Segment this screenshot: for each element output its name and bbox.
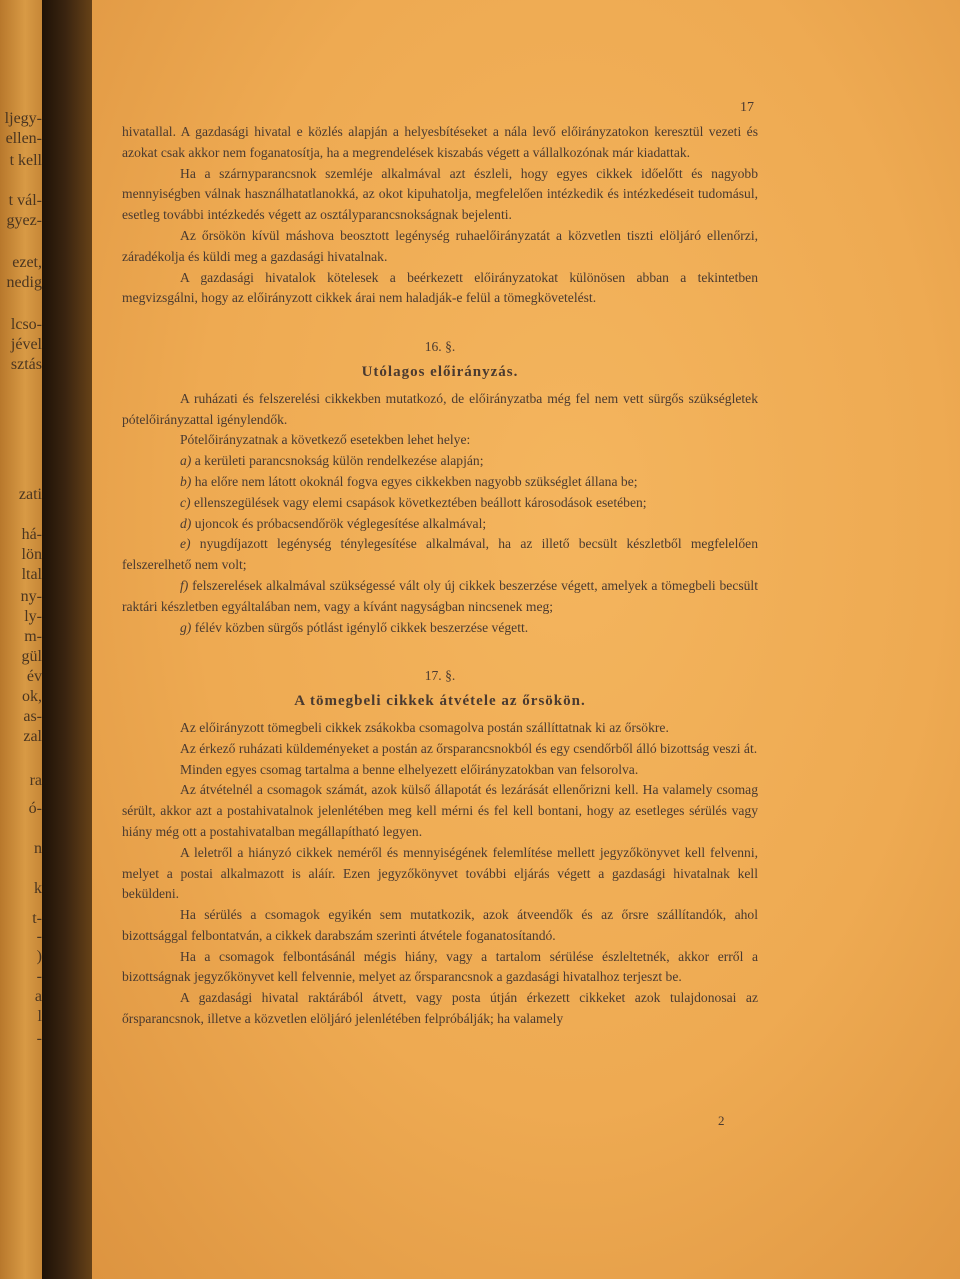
- section-number: 17. §.: [424, 668, 456, 684]
- margin-fragment: há-: [21, 526, 42, 543]
- margin-fragment: ra: [29, 772, 42, 789]
- section-heading: A tömegbeli cikkek átvétele az őrsökön.: [294, 693, 586, 710]
- list-item: [122, 534, 758, 576]
- margin-fragment: t kell: [9, 152, 42, 169]
- page-body: [122, 122, 758, 1030]
- list-item-text: ha előre nem látott okoknál fogva egyes cikkekben nagyobb szükséglet állana be;: [194, 473, 638, 489]
- list-item-text: ellenszegülések vagy elemi csapások következtében beállott károsodások esetében;: [193, 494, 647, 510]
- margin-fragment: ó-: [28, 800, 42, 817]
- margin-fragment: lön: [21, 546, 42, 563]
- margin-fragment: k: [34, 880, 42, 897]
- list-item-label: c): [180, 494, 191, 510]
- list-item: [122, 514, 758, 535]
- margin-fragment: nedig: [6, 274, 42, 291]
- margin-fragment: gyez-: [6, 212, 42, 229]
- list-item: [122, 618, 758, 639]
- margin-fragment: ): [36, 948, 42, 965]
- spacer: [122, 309, 758, 331]
- paragraph: A leletről a hiányzó cikkek neméről és mennyiségének felemlítése mellett jegyzőkönyvet kell felvenni, melyet a postai alkalmazott is aláír. Ezen jegyzőkönyvet további eljárás végett a gazdasági hivatalnak kell beküldeni.: [122, 844, 758, 902]
- list-item-label: d): [180, 515, 192, 531]
- margin-fragment: -: [36, 928, 42, 945]
- margin-fragment: l: [37, 1008, 42, 1025]
- paragraph: Az őrsökön kívül máshova beosztott legénység ruhaelőirányzatát a közvetlen tiszti elöljáró ellenőrzi, záradékolja és küldi meg a gazdasági hivatalnak.: [122, 227, 758, 264]
- list-item-label: f): [180, 577, 189, 593]
- margin-fragment: ny-: [20, 588, 42, 605]
- list-item-text: félév közben sürgős pótlást igénylő cikkek beszerzése végett.: [194, 619, 529, 635]
- margin-fragment: m-: [24, 628, 42, 645]
- list-item-text: felszerelések alkalmával szükségessé vált oly új cikkek beszerzése végett, amelyek a tömegbeli becsült raktári készletben egyáltalában nem, vagy a kívánt nagyságban nincsenek meg;: [122, 577, 758, 614]
- paragraph: A gazdasági hivatalok kötelesek a beérkezett előirányzatokat különösen abban a tekintetben megvizsgálni, hogy az előirányzott cikkek árai nem haladják-e felül a tömegkövetelést.: [122, 269, 758, 306]
- margin-fragment: ok,: [22, 688, 42, 705]
- paragraph: A gazdasági hivatal raktárából átvett, vagy posta útján érkezett cikkeket azok tulajdonosai az őrsparancsnok, illetve a közvetlen elöljáró jelenlétében felpróbálják; ha valamely: [122, 990, 758, 1027]
- adjacent-page-strip: [0, 0, 42, 1279]
- list-item-label: g): [180, 619, 192, 635]
- list-item: [122, 576, 758, 618]
- margin-fragment: év: [26, 668, 42, 685]
- paragraph: Az átvételnél a csomagok számát, azok külső állapotát és lezárását ellenőrizni kell. Ha valamely csomag sérült, akkor azt a postahivatalnok jelenlétében meg kell mérni és fel kell bontani, hogy az esetleges sérülés vagy hiány még ott a postahivatalban megállapítható legyen.: [122, 782, 758, 839]
- margin-fragment: a: [34, 988, 42, 1005]
- section-heading: Utólagos előirányzás.: [361, 363, 519, 380]
- document-page: [92, 0, 960, 1279]
- list-item-label: a): [180, 453, 192, 469]
- book-gutter: [42, 0, 94, 1279]
- margin-fragment: -: [36, 1030, 42, 1047]
- margin-fragment: lcso-: [10, 316, 42, 333]
- margin-fragment: zati: [18, 486, 42, 503]
- list-item-label: e): [180, 536, 191, 552]
- margin-fragment: ellen-: [5, 130, 42, 147]
- margin-fragment: sztás: [10, 356, 42, 373]
- margin-fragment: jével: [10, 336, 42, 353]
- margin-fragment: t-: [32, 910, 42, 927]
- list-item: [122, 493, 758, 514]
- list-item-label: b): [180, 473, 192, 489]
- margin-fragment: ezet,: [12, 254, 42, 271]
- spacer: [122, 638, 758, 660]
- margin-fragment: ly-: [24, 608, 42, 625]
- list-item-text: ujoncok és próbacsendőrök véglegesítése alkalmával;: [194, 515, 487, 531]
- margin-fragment: -: [36, 968, 42, 985]
- margin-fragment: ljegy-: [4, 110, 42, 127]
- margin-fragment: n: [34, 840, 42, 857]
- page-number: 17: [740, 100, 754, 115]
- list-item-text: nyugdíjazott legénység ténylegesítése alkalmával, ha az illető becsült készletből megfelelően felszerelhető nem volt;: [122, 536, 758, 573]
- paragraph: Az érkező ruházati küldeményeket a postán az őrsparancsnokból és egy csendőrből álló bizottság veszi át.: [180, 740, 758, 756]
- margin-fragment: gül: [21, 648, 42, 665]
- paragraph: Ha a csomagok felbontásánál mégis hiány, vagy a tartalom sérülése észleltetnék, akkor erről a bizottságnak jegyzőkönyvet kell felvennie, melyet az őrsparancsnok a gazdasági hivatalhoz terjeszt be.: [122, 948, 758, 985]
- paragraph: Az előirányzott tömegbeli cikkek zsákokba csomagolva postán szállíttatnak ki az őrsökre.: [180, 719, 669, 735]
- list-item: [122, 472, 758, 493]
- paragraph: Ha a szárnyparancsnok szemléje alkalmával azt észleli, hogy egyes cikkek időelőtt és nagyobb mennyiségben válnak használhatatlanokká, az okot kipuhatolja, megfelelően intézkedik és intézkedéseit tudomásul, esetleg további intézkedés végett az osztályparancsnokságnak bejelenti.: [122, 165, 758, 223]
- section-number: 16. §.: [424, 339, 456, 355]
- margin-fragment: as-: [23, 708, 42, 725]
- paragraph: A ruházati és felszerelési cikkekben mutatkozó, de előirányzatba még fel nem vett sürgős szükségletek pótelőirányzattal igénylendők.: [122, 390, 758, 427]
- paragraph: Pótelőirányzatnak a következő esetekben lehet helye:: [180, 432, 471, 448]
- paragraph: Minden egyes csomag tartalma a benne elhelyezett előirányzatokban van felsorolva.: [180, 761, 639, 777]
- paragraph: Ha sérülés a csomagok egyikén sem mutatkozik, azok átveendők és az őrsre szállítandók, ahol bizottsággal felbontatván, a cikkek darabszám szerinti átvétele foganatosítandó.: [122, 907, 758, 943]
- margin-fragment: ltal: [21, 566, 42, 583]
- list-item: [122, 451, 758, 472]
- list-item-text: a kerületi parancsnokság külön rendelkezése alapján;: [194, 453, 484, 469]
- signature-mark: 2: [718, 1113, 725, 1128]
- margin-fragment: zal: [23, 728, 42, 745]
- margin-fragment: t vál-: [8, 192, 42, 209]
- paragraph: hivatallal. A gazdasági hivatal e közlés alapján a helyesbítéseket a nála levő előirányzatokon keresztül vezeti és azokat csak akkor nem foganatosítja, ha a megrendelések kiszabás végett a vállalkozónak már kiadattak.: [122, 124, 758, 160]
